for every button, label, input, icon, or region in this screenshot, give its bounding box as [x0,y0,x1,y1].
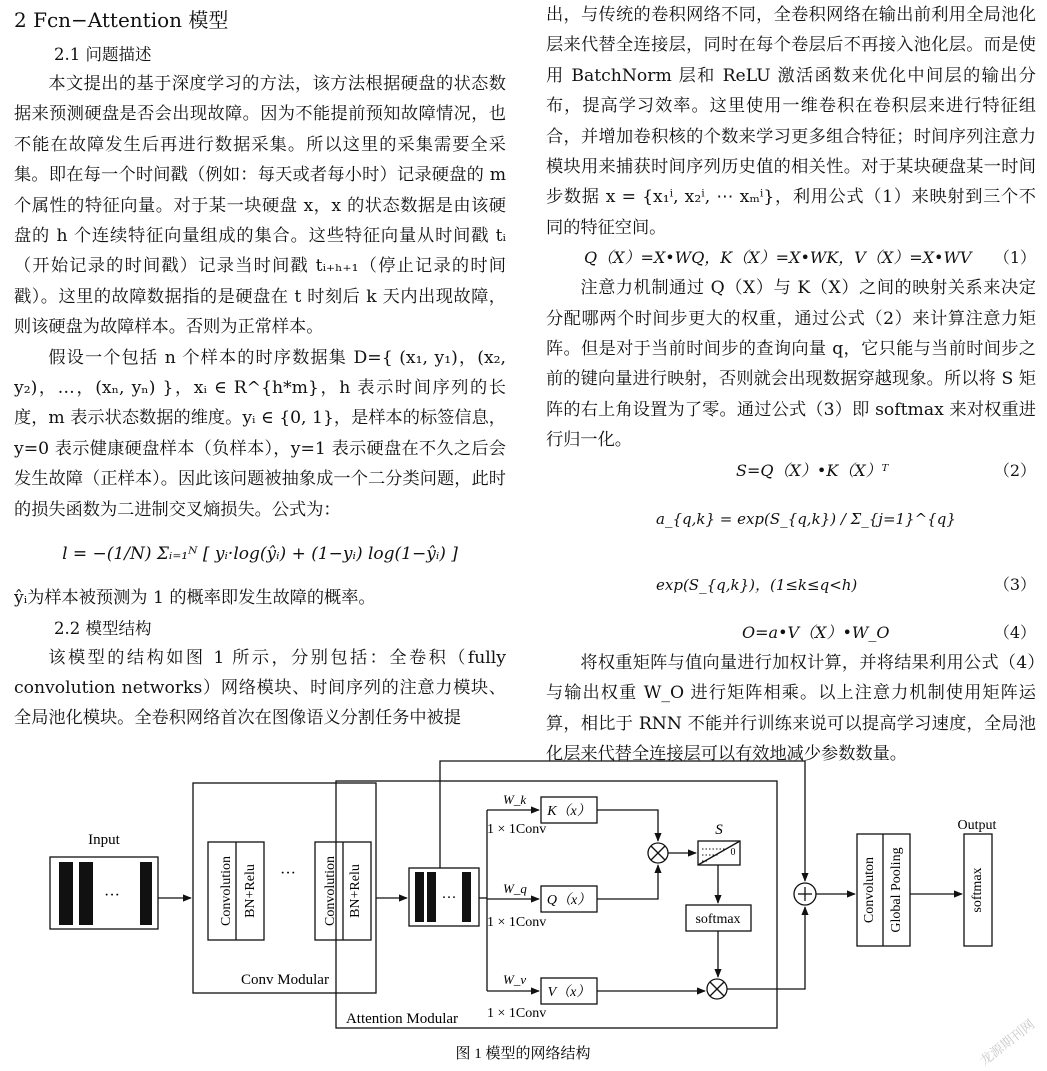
v-conv-label: 1 × 1Conv [487,1006,547,1021]
conv2-label: Convolution [323,855,339,927]
convoluton-label: Convoluton [862,856,878,924]
subsection-title-2-1: 2.1 问题描述 [54,45,152,64]
wq-label: W_q [503,881,527,896]
equation-2-number: （2） [993,460,1036,480]
v-box-label: V（x） [547,985,591,1000]
model-architecture-diagram [0,755,1047,1071]
paragraph-model-structure: 该模型的结构如图 1 所示，分别包括：全卷积（fully convolution networks）网络模块、时间序列的注意力模块、全局池化模块。全卷积网络首次在图像语义分割任务中被提 [14,647,506,729]
formula-loss: l = −(1/N) Σᵢ₌₁ᴺ [ yᵢ·log(ŷᵢ) + (1−yᵢ) log(1−ŷᵢ) ] [62,544,458,565]
watermark: 龙源期刊网 [977,1017,1038,1069]
output-softmax-label: softmax [970,867,986,913]
wk-label: W_k [503,792,527,807]
softmax-box-label: softmax [695,912,741,927]
equation-1 [546,243,1036,273]
input-label: Input [88,832,120,848]
equation-1-body: Q（X）=X•WQ，K（X）=X•WK，V（X）=X•WV [584,248,972,268]
attention-modular-label: Attention Modular [345,1011,459,1027]
paragraph-yhat: ŷᵢ为样本被预测为 1 的概率即发生故障的概率。 [14,588,376,609]
section-title: 2 Fcn−Attention 模型 [14,8,229,32]
equation-4 [546,618,1036,648]
paragraph-problem: 本文提出的基于深度学习的方法，该方法根据硬盘的状态数据来预测硬盘是否会出现故障。因为不能提前预知故障情况，也不能在故障发生后再进行数据采集。所以这里的采集需要全采集。即在每一个时间戳（例如：每天或者每小时）记录硬盘的 m 个属性的特征向量。对于某一块硬盘 x，x 的状态数据是由该硬盘的 h 个连续特征向量组成的集合。这些特征向量从时间戳 tᵢ（开始记录的时间戳）记录当时间戳 tᵢ₊ₕ₊₁（停止记录的时间戳）。这里的故障数据指的是硬盘在 t 时刻后 k 天内出现故障，则该硬盘为故障样本。否则为正常样本。 [14,74,506,338]
bnrelu1-label: BN+Relu [243,864,259,918]
output-label: Output [957,818,997,833]
global-pooling-label: Global Pooling [889,847,905,933]
equation-2 [546,456,1036,486]
q-box-label: Q（x） [546,893,592,908]
s-label: S [715,822,723,838]
q-conv-label: 1 × 1Conv [487,915,547,930]
k-conv-label: 1 × 1Conv [487,822,547,837]
equation-3 [546,486,1036,618]
subsection-title-2-2: 2.2 模型结构 [54,618,152,638]
input-ellipsis: ··· [104,887,120,904]
s-zero-label: 0 [730,847,736,858]
equation-3-body: a_{q,k} = exp(S_{q,k}) / Σ_{j=1}^{q} exp(S_{q,k})，(1≤k≤q<h) [656,509,956,594]
equation-4-body: O=a•V（X）•W_O [742,622,890,642]
paragraph-dataset: 假设一个包括 n 个样本的时序数据集 D={ (x₁, y₁)，(x₂, y₂)，…，(xₙ, yₙ) }，xᵢ ∈ R^{h*m}，h 表示时间序列的长度，m 表示状态数据的维度。yᵢ ∈ {0, 1}，是样本的标签信息，y=0 表示健康硬盘样本（负样本），y=1 表示硬盘在不久之后会发生故障（正样本）。因此该问题被抽象成一个二分类问题，此时的损失函数为二进制交叉熵损失。公式为： [14,347,506,520]
wv-label: W_v [503,972,527,987]
equation-4-number: （4） [993,622,1036,642]
left-column [14,0,506,734]
paragraph-fcn: 出，与传统的卷积网络不同，全卷积网络在输出前利用全局池化层来代替全连接层，同时在每个卷层后不再接入池化层。而是使用 BatchNorm 层和 ReLU 激活函数来优化中间层的输出分布，提高学习效率。这里使用一维卷积在卷积层来进行特征组合，并增加卷积核的个数来学习更多组合特征；时间序列注意力模块用来捕获时间序列历史值的相关性。对于某块硬盘某一时间步数据 x = {x₁ⁱ, x₂ⁱ, ⋯ xₘⁱ}，利用公式（1）来映射到三个不同的特征空间。 [546,5,1036,238]
right-column [546,0,1036,769]
paragraph-attention: 注意力机制通过 Q（X）与 K（X）之间的映射关系来决定分配哪两个时间步更大的权重，通过公式（2）来计算注意力矩阵。但是对于当前时间步的查询向量 q，它只能与当前时间步之前的键向量进行映射，否则就会出现数据穿越现象。所以将 S 矩阵的右上角设置为了零。通过公式（3）即 softmax 来对权重进行归一化。 [546,278,1036,451]
bnrelu2-label: BN+Relu [348,864,364,918]
equation-2-body: S=Q（X）•K（X）ᵀ [736,460,889,480]
paragraph-weighting: 将权重矩阵与值向量进行加权计算，并将结果利用公式（4）与输出权重 W_O 进行矩阵相乘。以上注意力机制使用矩阵运算，相比于 RNN 不能并行训练来说可以提高学习速度，全局池化层来代替全连接层可以有效地减少参数数量。 [546,652,1036,764]
conv-modular-label: Conv Modular [241,972,329,988]
conv-ellipsis: ··· [280,865,296,882]
figure-caption: 图 1 模型的网络结构 [455,1046,591,1062]
equation-1-number: （1） [993,248,1036,268]
conv1-label: Convolution [219,855,235,927]
k-box-label: K（x） [547,804,591,819]
equation-3-number: （3） [993,574,1036,594]
attention-input-ellipsis: ··· [441,890,457,906]
